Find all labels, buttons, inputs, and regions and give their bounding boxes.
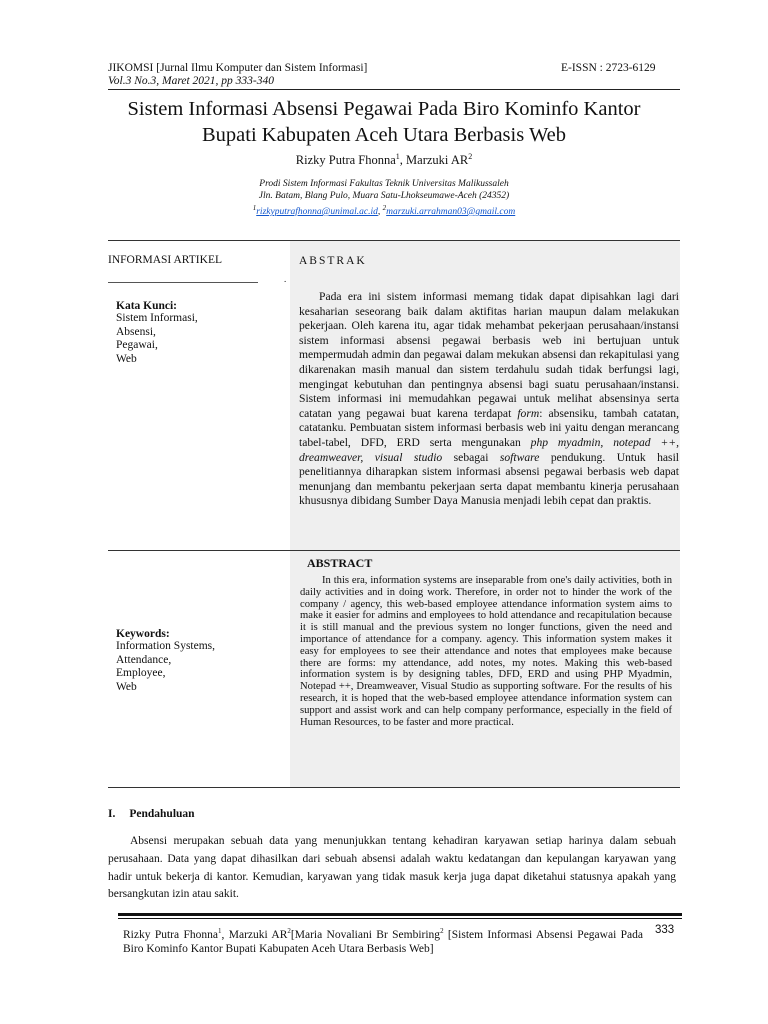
email-2-link[interactable]: marzuki.arrahman03@gmail.com [386,207,516,218]
footer-sup-3: 2 [440,927,444,935]
abstract-heading: ABSTRACT [307,556,373,570]
author-2-sup: 2 [468,152,473,161]
keyword-item: Employee, [116,667,166,679]
email-2-sup: 2 [382,204,387,212]
keywords-title: Keywords: [116,628,170,640]
section-heading [108,808,195,820]
author-1-sup: 1 [395,152,400,161]
volume-info: Vol.3 No.3, Maret 2021, pp 333-340 [108,75,274,87]
abstrak-tools: php myadmin, notepad ++, dreamweaver, visual studio [299,435,679,464]
footer-rule-thin [118,918,682,919]
journal-name: JIKOMSI [Jurnal Ilmu Komputer dan Sistem Informasi] [108,62,368,74]
title-line-1: Sistem Informasi Absensi Pegawai Pada Biro Kominfo Kantor [127,98,641,120]
author-emails [0,202,768,218]
email-1-sup: 1 [252,204,257,212]
kata-kunci-item: Absensi, [116,325,156,338]
email-separator: , [377,207,383,218]
paper-title [60,96,708,148]
intro-paragraph: Absensi merupakan sebuah data yang menunjukkan tentang kehadiran karyawan setiap harinya dalam sebuah perusahaan. Data yang dapat dihasilkan dari sebuah absensi adalah waktu kedatangan dan kepulangan karyawan yang hadir untuk bekerja di kantor. Kemudian, karyawan yang tidak masuk kerja juga dapat diketahui statusnya apakah yang bersangkutan izin atau sakit. [108,835,676,901]
page-number: 333 [655,924,675,936]
abstrak-heading: ABSTRAK [299,255,367,267]
abstrak-part-2: : absensiku, tambah catatan, catatanku. Pembuatan sistem informasi berbasis web ini yaitu dengan merancang tabel-tabel, DFD, ERD serta mengunakan [299,406,679,449]
kata-kunci-item: Sistem Informasi, [116,312,198,324]
abstract-body: In this era, information systems are inseparable from one's daily activities, both in daily activities and in doing work. Therefore, in order not to hinder the work of the company / agency, this web-based employee attendance information system aims to make it easier for admins and employees to hold attendance and recapitulation because it is still manual and the previous system no longer functions, given the need and importance of attendance for a company. agency. This information system makes it easy for employees to see their attendance and notes that employees make because there are forms: my attendance, add notes, my notes. Making this web-based information system is by designing tables, DFD, ERD and using PHP Myadmin, Notepad ++, Dreamweaver, Visual Studio as supporting software. For the results of his research, it is hoped that the web-based employee attendance information system can support and assist work and can help company performance, especially in the field of Human Resources, to be faster and more practical. [300,575,672,728]
footer-rule-thick [118,913,682,916]
header-rule [108,89,680,90]
author-2: Marzuki AR [406,153,469,168]
footer-author-1: Rizky Putra Fhonna [123,928,218,941]
info-left-rule [108,282,258,283]
info-bottom-rule [108,787,680,788]
footer-separator: , [221,928,229,941]
abstrak-form-term: form [517,406,540,420]
affiliation-line-2: Jln. Batam, Blang Pulo, Muara Satu-Lhokseumawe-Aceh (24352) [258,191,510,201]
keywords-block [116,628,215,694]
footer-title: [Sistem Informasi Absensi Pegawai Pada Biro Kominfo Kantor Bupati Kabupaten Aceh Utara Berbasis Web] [123,928,643,955]
footer-author-3: [Maria Novaliani Br Sembiring [290,928,441,941]
keyword-item: Information Systems, [116,640,216,652]
section-number: I. [108,808,116,820]
kata-kunci-item: Pegawai, [116,339,158,351]
abstrak-part-3: sebagai [442,450,500,464]
kata-kunci-title: Kata Kunci: [116,300,178,312]
footer-sup-2: 2 [287,927,291,935]
footer-citation [123,924,643,956]
affiliation-line-1: Prodi Sistem Informasi Fakultas Teknik Universitas Malikussaleh [259,179,509,189]
issn: E-ISSN : 2723-6129 [561,62,656,74]
keyword-item: Web [116,680,137,693]
abstrak-part-1: Pada era ini sistem informasi memang tidak dapat dipisahkan lagi dari kesaharian seseorang baik dalam aktifitas harian maupun dalam melakukan pekerjaan. Oleh karena itu, agar tidak mehambat pekerjaan perusahaan/instansi sistem informasi absensi pegawai berbasis web ini bertujuan untuk mempermudah admin dan pegawai dalam mekukan absensi dan rekapitulasi yang dikarenakan masih manual dan sistem terdahulu sudah tidak berfungsi lagi, mengingat kebutuhan dan pentingnya absensi bagi suatu perusahaan/instansi. Sistem informasi ini memudahkan pegawai untuk melihat absensinya serta catatan yang pegawai buat karena terdapat [299,290,679,420]
abstrak-body [299,290,679,509]
author-separator: , [399,153,407,168]
author-1: Rizky Putra Fhonna [295,153,396,168]
footer-author-2: Marzuki AR [228,928,288,941]
article-info-label: INFORMASI ARTIKEL [108,254,222,266]
kata-kunci-item: Web [116,352,137,365]
kata-kunci-block [116,300,198,366]
stray-dot: . [284,274,287,284]
email-1-link[interactable]: rizkyputrafhonna@unimal.ac.id [256,207,378,218]
author-list [0,152,768,168]
abstrak-part-4: pendukung. Untuk hasil penelitiannya diharapkan sistem informasi absensi pegawai berbasis web dapat menunjang dan membantu pekerjaan serta dapat membantu kinerja perusahaan khususnya dibidang Sumber Daya Manusia menjadi lebih cepat dan praktis. [299,450,680,508]
footer-sup-1: 1 [217,927,222,935]
keyword-item: Attendance, [116,653,172,666]
abstrak-software-term: software [499,450,540,464]
section-title: Pendahuluan [129,808,195,820]
title-line-2: Bupati Kabupaten Aceh Utara Berbasis Web [201,124,566,146]
